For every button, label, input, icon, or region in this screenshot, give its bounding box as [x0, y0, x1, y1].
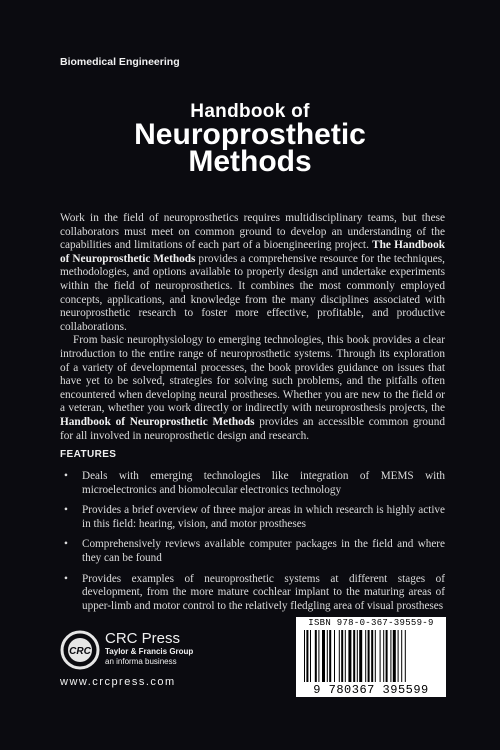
title-line-1: Handbook of — [190, 101, 310, 122]
title-line-2: Neuroprosthetic — [134, 118, 366, 151]
barcode-bar — [339, 630, 340, 682]
barcode-bar — [353, 630, 355, 682]
bullet-icon: • — [64, 572, 68, 585]
barcode-bar — [357, 630, 358, 682]
barcode-digits: 9 780367 395599 — [313, 683, 429, 697]
barcode-bar — [401, 630, 402, 682]
publisher-block — [105, 630, 193, 667]
barcode-bar — [304, 630, 305, 682]
bullet-icon: • — [64, 504, 68, 517]
barcode-bar — [371, 630, 373, 682]
barcode-bar — [390, 630, 391, 682]
features-list — [60, 470, 445, 620]
barcode-bar — [398, 630, 399, 682]
title-line-3: Methods — [188, 145, 312, 178]
barcode-bar — [345, 630, 346, 682]
isbn-barcode — [296, 617, 446, 697]
barcode-bar — [310, 630, 311, 682]
barcode-bar — [334, 630, 335, 682]
barcode-bar — [386, 630, 388, 682]
barcode-bar — [348, 630, 351, 682]
feature-item: • Provides a brief overview of three major areas in which research is highly active in this field: hearing, vision, and motor prostheses — [64, 504, 445, 530]
barcode-bar — [393, 630, 396, 682]
book-title-bold: The Handbook of Neuroprosthetic Methods — [60, 239, 446, 265]
barcode-bar — [306, 630, 308, 682]
description-paragraph-1: Work in the field of neuroprosthetics requires multidisciplinary teams, but these collaborators must meet on common ground to develop an understanding of the capabilities and limitations of each part of a bioengineering project. The Handbook of Neuroprosthetic Methods provides a comprehensive resource for the techniques, methodologies, and options available to properly design and undertake experiments within the field of neuroprosthetics. It combines the most commonly employed concepts, applications, and knowledge from the many disciplines associated with neuroprosthetic research to foster more effective, profitable, and productive collaborations. — [60, 212, 446, 333]
publisher-group: Taylor & Francis Group — [105, 647, 194, 656]
barcode-bar — [368, 630, 370, 682]
bullet-icon: • — [64, 538, 68, 551]
barcode-bar — [359, 630, 362, 682]
book-title-bold: Handbook of Neuroprosthetic Methods — [60, 415, 255, 428]
crc-press-logo-icon — [60, 630, 100, 670]
barcode-bar — [318, 630, 319, 682]
barcode-bar — [375, 630, 376, 682]
barcode-bar — [365, 630, 366, 682]
barcode-bar — [329, 630, 331, 682]
publisher-website: www.crcpress.com — [60, 676, 176, 688]
barcode-bars-icon — [302, 630, 440, 682]
publisher-business: an informa business — [105, 657, 177, 666]
description — [60, 212, 445, 443]
barcode-bar — [380, 630, 381, 682]
barcode-bar — [327, 630, 328, 682]
publisher-name: CRC Press — [105, 630, 181, 647]
category-label: Biomedical Engineering — [60, 56, 180, 68]
isbn-text: ISBN 978-0-367-39559-9 — [308, 618, 434, 628]
description-paragraph-2: From basic neurophysiology to emerging technologies, this book provides a clear introduction to the entire range of neuroprosthetic systems. Through its exploration of a variety of developmental processes, the book provides guidance on issues that have yet to be solved, strategies for solving such problems, and the pitfalls often encountered when developing neural prostheses. Whether you are new to the field or a veteran, whether you work directly or indirectly with neuroprosthesis projects, the Handbook of Neuroprosthetic Methods provides an accessible common ground for all involved in neuroprosthetic design and research. — [60, 334, 446, 442]
feature-item: • Deals with emerging technologies like integration of MEMS with microelectronics and biomolecular electronics technology — [64, 470, 445, 496]
features-heading: FEATURES — [60, 449, 117, 460]
barcode-bar — [322, 630, 325, 682]
bullet-icon: • — [64, 470, 68, 482]
svg-text:CRC: CRC — [69, 646, 91, 657]
barcode-bar — [405, 630, 406, 682]
barcode-bar — [341, 630, 343, 682]
feature-item: • Comprehensively reviews available computer packages in the field and where they can be found — [64, 538, 445, 564]
barcode-bar — [383, 630, 384, 682]
feature-item: • Provides examples of neuroprosthetic systems at different stages of development, from the more mature cochlear implant to the maturing areas of upper-limb and motor control to the relatively fledgling area of visual prostheses — [64, 572, 445, 612]
barcode-bar — [315, 630, 317, 682]
